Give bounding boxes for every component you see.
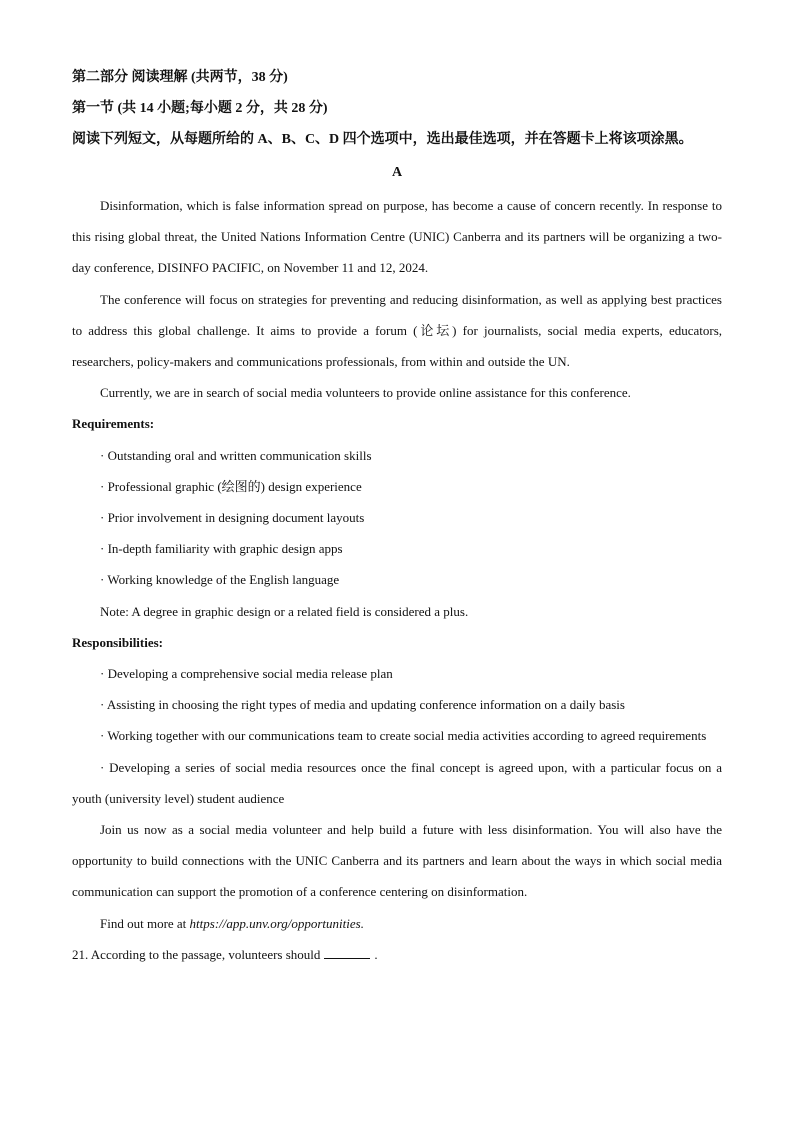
requirement-item: · Prior involvement in designing document layouts <box>100 510 365 526</box>
find-more-line <box>72 908 722 939</box>
paragraph-focus: The conference will focus on strategies for preventing and reducing disinformation, as well as applying best practices to address this global challenge. It aims to provide a forum (论坛) for journalists, social media experts, educators, researchers, policy-makers and communications professionals, from within and outside the UN. <box>72 291 722 370</box>
question-text: 21. According to the passage, volunteers should <box>72 946 321 962</box>
subsection-title: 第一节 (共 14 小题;每小题 2 分，共 28 分) <box>72 101 328 116</box>
requirements-heading: Requirements: <box>72 416 155 432</box>
opportunities-link[interactable]: https://app.unv.org/opportunities. <box>189 915 364 931</box>
responsibility-item: · Developing a comprehensive social media release plan <box>100 666 393 682</box>
answer-blank <box>324 948 370 959</box>
requirement-item: · Working knowledge of the English language <box>100 572 340 588</box>
passage-label: A <box>391 165 403 180</box>
find-more-prefix: Find out more at <box>100 915 190 931</box>
section-title: 第二部分 阅读理解 (共两节，38 分) <box>72 70 288 85</box>
requirement-item: · Professional graphic (绘图的) design experience <box>100 478 362 494</box>
degree-note: Note: A degree in graphic design or a related field is considered a plus. <box>100 603 469 619</box>
requirement-item: · In-depth familiarity with graphic design apps <box>100 541 343 557</box>
paragraph-intro: Disinformation, which is false information spread on purpose, has become a cause of concern recently. In response to this rising global threat, the United Nations Information Centre (UNIC) Canberra and its partners will be organizing a two-day conference, DISINFO PACIFIC, on November 11 and 12, 2024. <box>72 198 722 276</box>
responsibility-item: · Working together with our communications team to create social media activities according to agreed requirements <box>100 728 707 744</box>
instruction-text: 阅读下列短文，从每题所给的 A、B、C、D 四个选项中，选出最佳选项，并在答题卡上将该项涂黑。 <box>72 132 693 147</box>
responsibilities-heading: Responsibilities: <box>72 634 164 650</box>
paragraph-closing: Join us now as a social media volunteer and help build a future with less disinformation. You will also have the opportunity to build connections with the UNIC Canberra and its partners and learn about the ways in which social media communication can support the promotion of a conference centering on disinformation. <box>72 822 722 900</box>
responsibility-item: · Developing a series of social media resources once the final concept is agreed upon, with a particular focus on a youth (university level) student audience <box>72 759 722 806</box>
question-end: . <box>374 946 378 962</box>
requirement-item: · Outstanding oral and written communication skills <box>100 447 372 463</box>
paragraph-search: Currently, we are in search of social media volunteers to provide online assistance for this conference. <box>100 385 631 401</box>
exam-page <box>72 62 722 970</box>
question-21 <box>72 939 722 970</box>
responsibility-item: · Assisting in choosing the right types of media and updating conference information on a daily basis <box>100 697 625 713</box>
